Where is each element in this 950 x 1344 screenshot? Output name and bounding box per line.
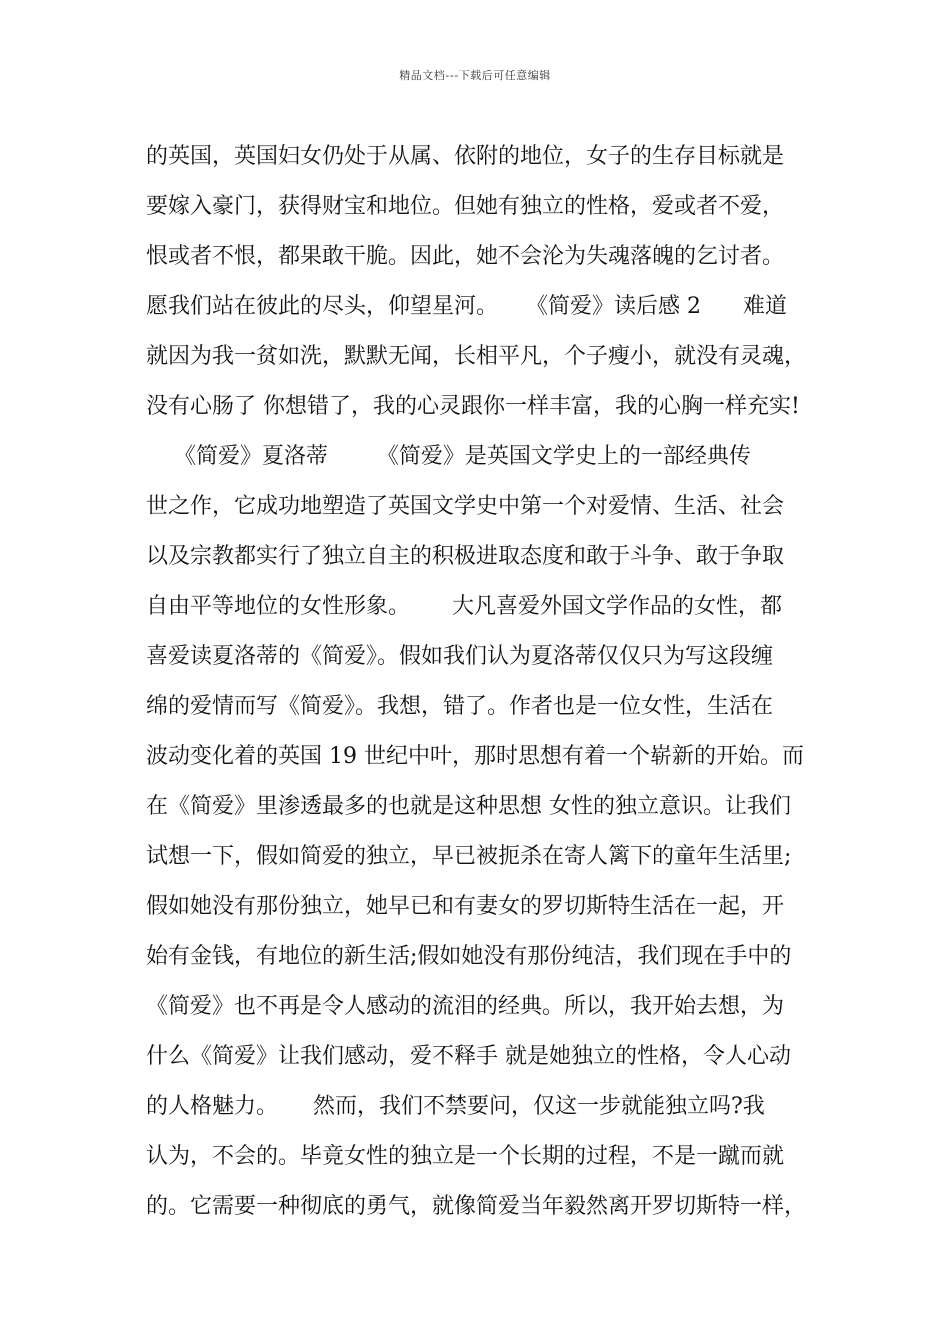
text-line: 《简爱》夏洛蒂 《简爱》是英国文学史上的一部经典传 — [146, 444, 751, 469]
text-line: 的英国，英国妇女仍处于从属、依附的地位，女子的生存目标就是 — [146, 144, 785, 169]
text-line: 绵的爱情而写《简爱》。我想，错了。作者也是一位女性，生活在 — [146, 694, 774, 719]
text-line: 的。它需要一种彻底的勇气，就像简爱当年毅然离开罗切斯特一样， — [146, 1194, 807, 1219]
text-line: 恨或者不恨，都果敢干脆。因此，她不会沦为失魂落魄的乞讨者。 — [146, 244, 785, 269]
text-line: 愿我们站在彼此的尽头，仰望星河。 《简爱》读后感 2 难道 — [146, 294, 787, 319]
body-text — [146, 132, 836, 1232]
text-line: 假如她没有那份独立，她早已和有妻女的罗切斯特生活在一起，开 — [146, 894, 785, 919]
text-line: 认为，不会的。毕竟女性的独立是一个长期的过程，不是一蹴而就 — [146, 1144, 785, 1169]
text-line: 就因为我一贫如洗，默默无闻，长相平凡，个子瘦小，就没有灵魂， — [146, 344, 807, 369]
text-line: 在《简爱》里渗透最多的也就是这种思想 女性的独立意识。让我们 — [146, 794, 791, 819]
text-line: 喜爱读夏洛蒂的《简爱》。假如我们认为夏洛蒂仅仅只为写这段缠 — [146, 644, 774, 669]
text-line: 波动变化着的英国 19 世纪中叶，那时思想有着一个崭新的开始。而 — [146, 744, 804, 769]
text-line: 世之作，它成功地塑造了英国文学史中第一个对爱情、生活、社会 — [146, 494, 785, 519]
text-line: 以及宗教都实行了独立自主的积极进取态度和敢于斗争、敢于争取 — [146, 544, 785, 569]
text-line: 《简爱》也不再是令人感动的流泪的经典。所以，我开始去想，为 — [146, 994, 785, 1019]
text-line: 没有心肠了 你想错了，我的心灵跟你一样丰富，我的心胸一样充实! — [146, 394, 800, 419]
page-header: 精品文档---下载后可任意编辑 — [399, 69, 551, 82]
text-line: 什么《简爱》让我们感动，爱不释手 就是她独立的性格，令人心动 — [146, 1044, 791, 1069]
text-line: 始有金钱，有地位的新生活;假如她没有那份纯洁，我们现在手中的 — [146, 944, 792, 969]
text-line: 试想一下，假如简爱的独立，早已被扼杀在寄人篱下的童年生活里; — [146, 844, 792, 869]
text-line: 要嫁入豪门，获得财宝和地位。但她有独立的性格，爱或者不爱， — [146, 194, 785, 219]
text-line: 的人格魅力。 然而，我们不禁要问，仅这一步就能独立吗?我 — [146, 1094, 765, 1119]
text-line: 自由平等地位的女性形象。 大凡喜爱外国文学作品的女性，都 — [146, 594, 782, 619]
